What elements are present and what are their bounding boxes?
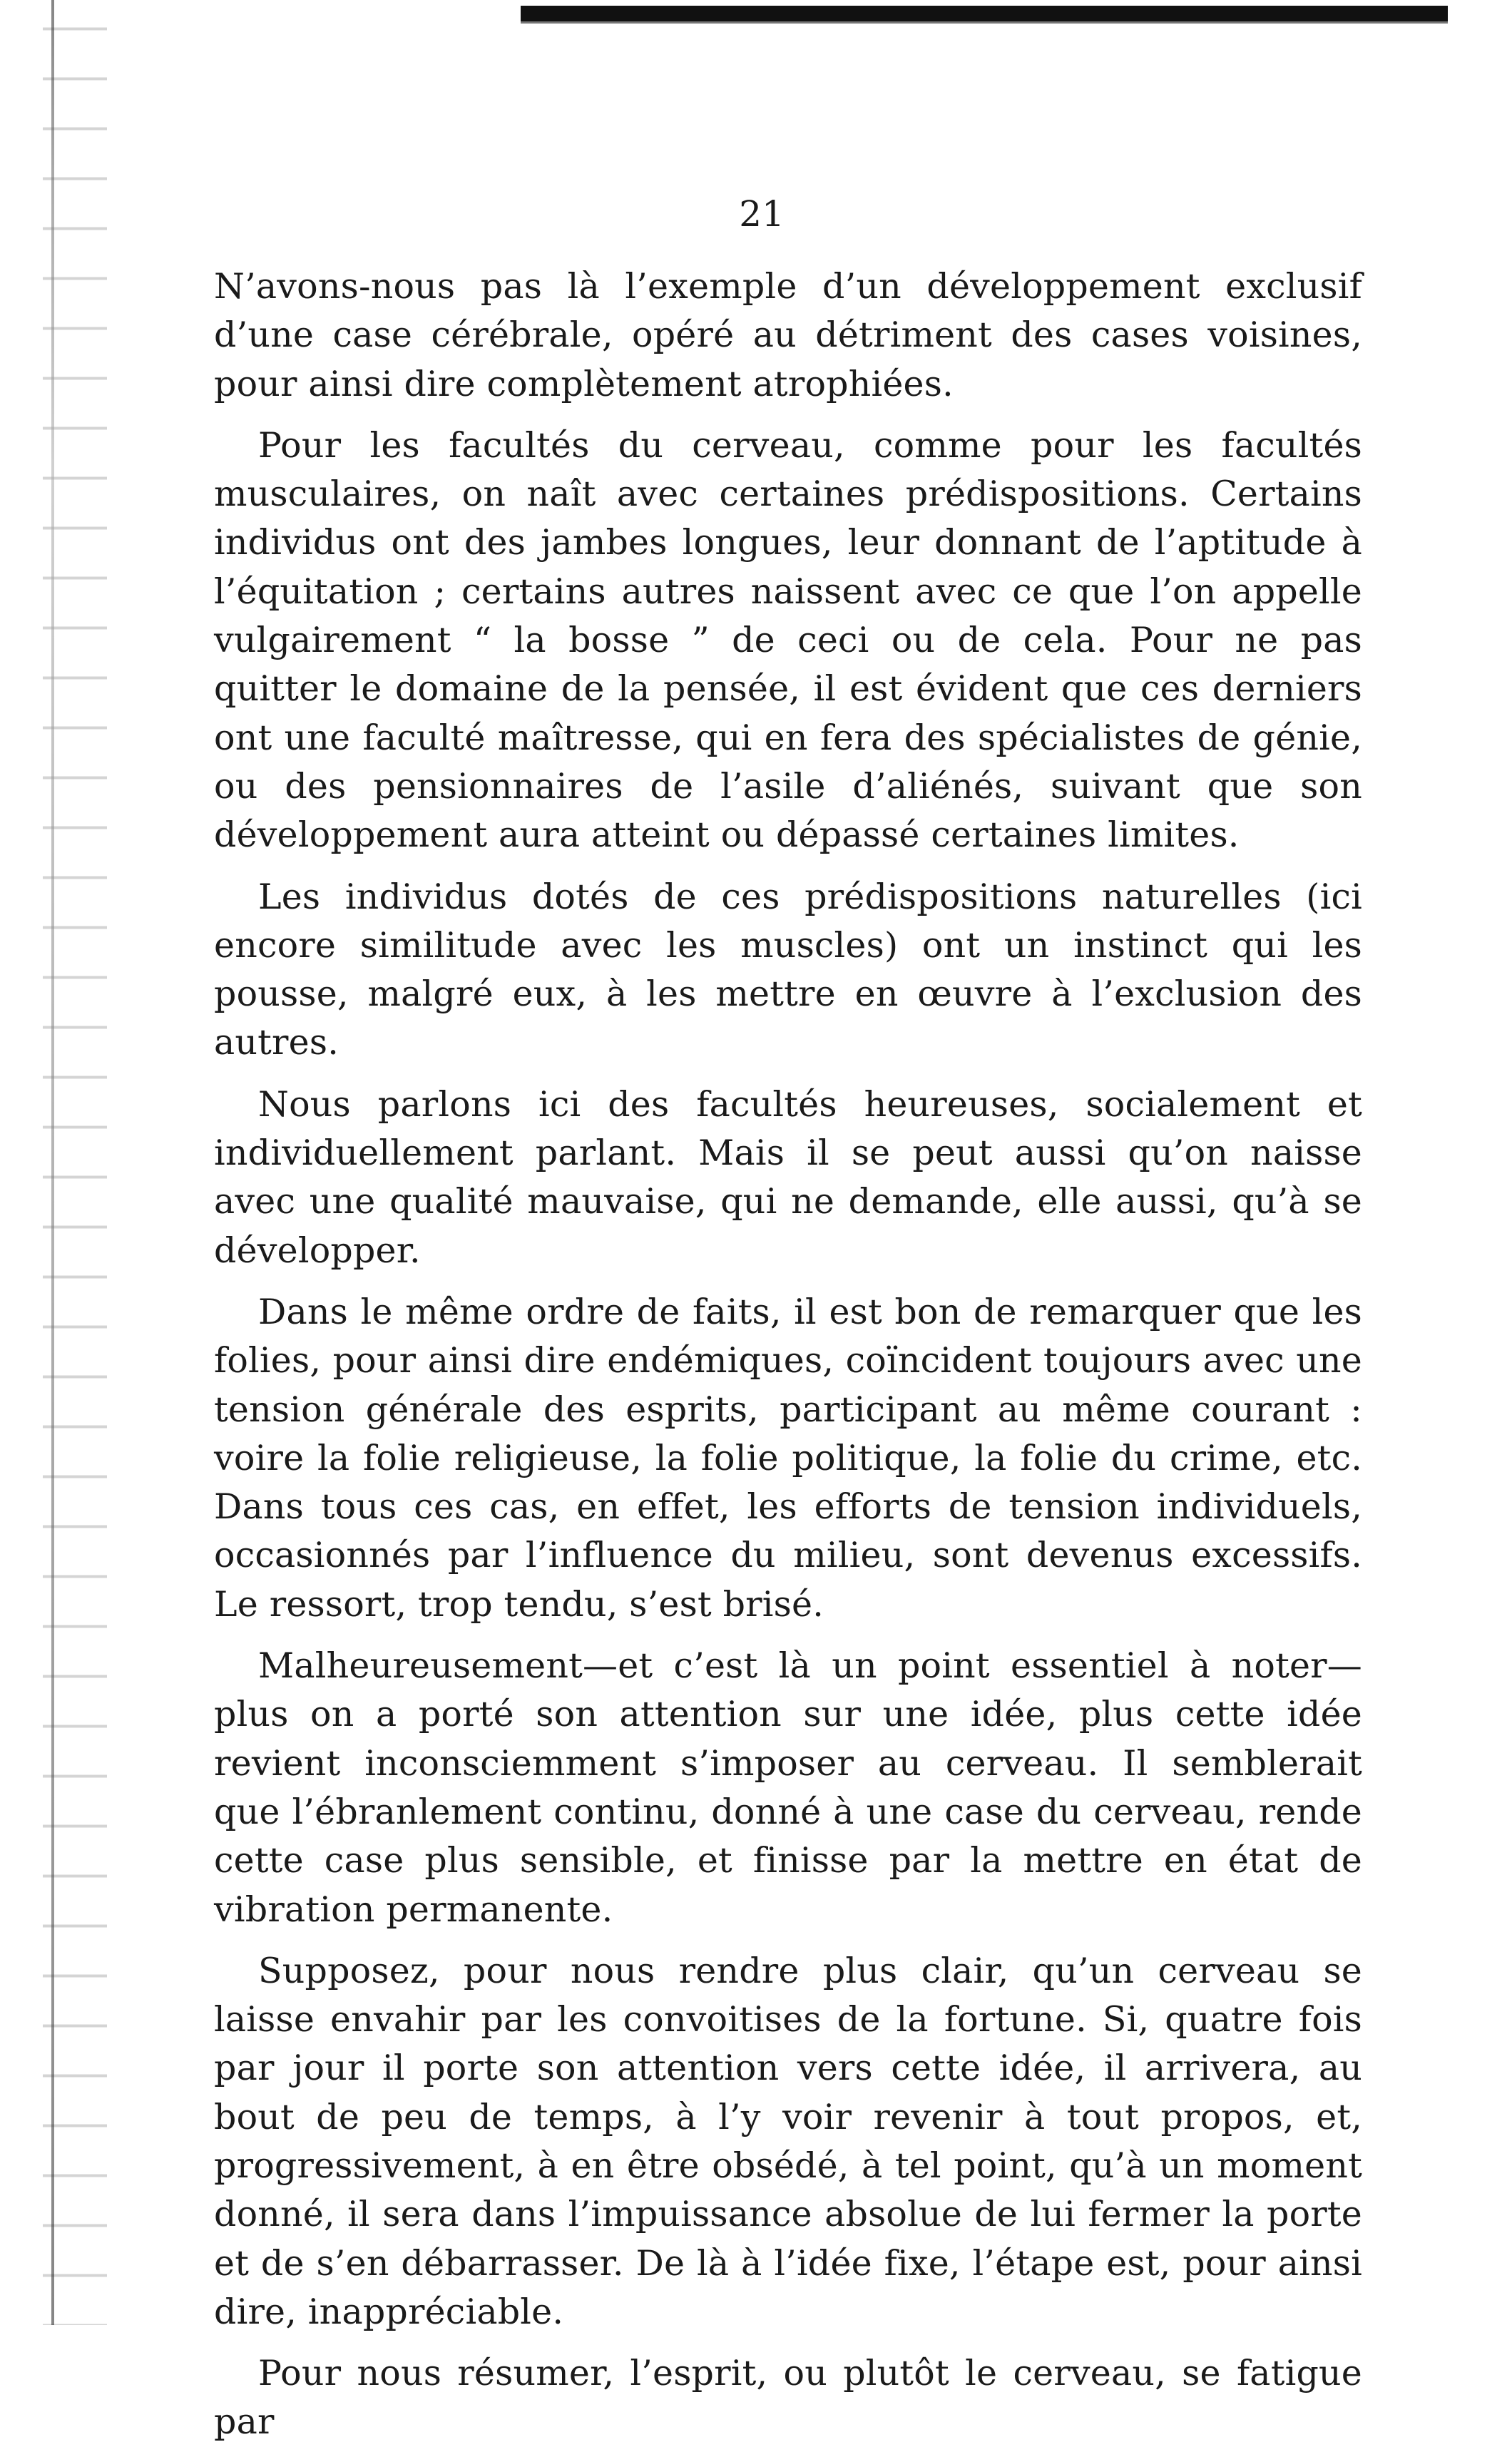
top-rule — [521, 6, 1448, 21]
paragraph: N’avons-nous pas là l’exemple d’un développement exclusif d’une case cérébrale, opéré au détriment des cases voisines, pour ainsi dire complètement atrophiées. — [214, 266, 1362, 404]
top-rule-shadow — [521, 21, 1448, 24]
paragraph: Pour nous résumer, l’esprit, ou plutôt le cerveau, se fatigue par — [214, 2353, 1362, 2443]
paragraph: Les individus dotés de ces prédispositions naturelles (ici encore similitude avec les muscles) ont un instinct qui les pousse, malgré eux, à les mettre en œuvre à l’exclusion des autres. — [214, 876, 1362, 1063]
paragraph: Malheureusement—et c’est là un point essentiel à noter—plus on a porté son attention sur une idée, plus cette idée revient inconsciemment s’imposer au cerveau. Il semblerait que l’ébranlement continu, donné à une case du cerveau, rende cette case plus sensible, et finisse par la mettre en état de vibration permanente. — [214, 1645, 1362, 1930]
body-text — [214, 262, 1362, 2447]
page-number: 21 — [739, 193, 785, 235]
paragraph: Dans le même ordre de faits, il est bon de remarquer que les folies, pour ainsi dire endémiques, coïncident toujours avec une tension générale des esprits, participant au même courant : voire la folie religieuse, la folie politique, la folie du crime, etc. Dans tous ces cas, en effet, les efforts de tension individuels, occasionnés par l’influence du milieu, sont devenus excessifs. Le ressort, trop tendu, s’est brisé. — [214, 1291, 1362, 1625]
paragraph: Pour les facultés du cerveau, comme pour les facultés musculaires, on naît avec certaines prédispositions. Certains individus ont des jambes longues, leur donnant de l’aptitude à l’équitation ; certains autres naissent avec ce que l’on appelle vulgairement “ la bosse ” de ceci ou de cela. Pour ne pas quitter le domaine de la pensée, il est évident que ces derniers ont une faculté maîtresse, qui en fera des spécialistes de génie, ou des pensionnaires de l’asile d’aliénés, suivant que son développement aura atteint ou dépassé certaines limites. — [214, 424, 1362, 856]
binding-spine — [51, 0, 54, 2325]
paragraph: Nous parlons ici des facultés heureuses, socialement et individuellement parlant. Mais il se peut aussi qu’on naisse avec une qualité mauvaise, qui ne demande, elle aussi, qu’à se développer. — [214, 1083, 1362, 1271]
paragraph: Supposez, pour nous rendre plus clair, qu’un cerveau se laisse envahir par les convoitises de la fortune. Si, quatre fois par jour il porte son attention vers cette idée, il arrivera, au bout de peu de temps, à l’y voir revenir à tout propos, et, progressivement, à en être obsédé, à tel point, qu’à un moment donné, il sera dans l’impuissance absolue de lui fermer la porte et de s’en débarrasser. De là à l’idée fixe, l’étape est, pour ainsi dire, inappréciable. — [214, 1950, 1362, 2332]
